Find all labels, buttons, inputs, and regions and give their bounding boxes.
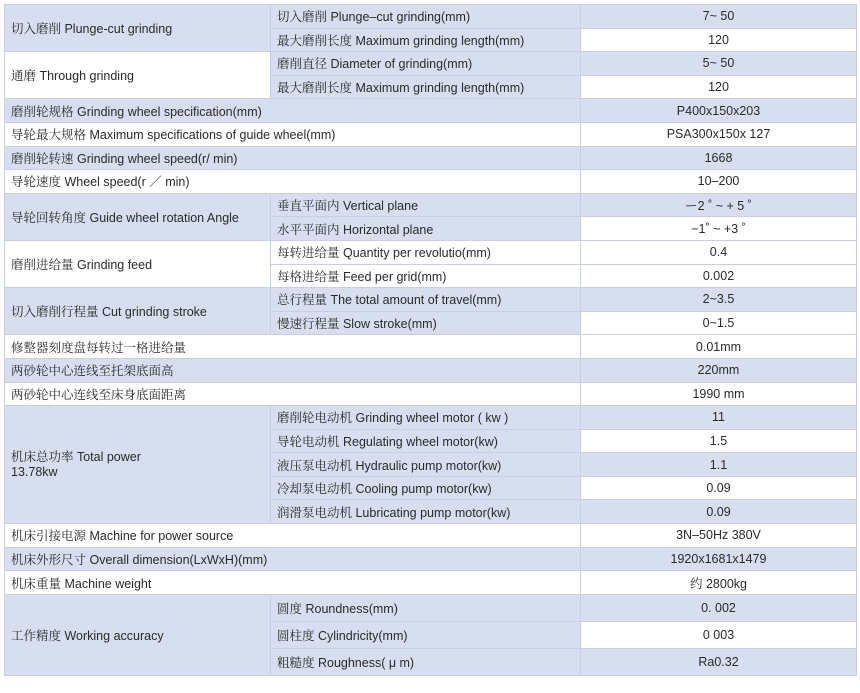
row-value: 0.09 [581, 476, 857, 500]
row-value: 2~3.5 [581, 288, 857, 312]
row-label: 机床引接电源 Machine for power source [5, 524, 581, 548]
row-sublabel: 总行程量 The total amount of travel(mm) [271, 288, 581, 312]
row-label [5, 406, 271, 524]
row-label: 导轮回转角度 Guide wheel rotation Angle [5, 193, 271, 240]
row-value: 11 [581, 406, 857, 430]
row-sublabel: 圆度 Roundness(mm) [271, 594, 581, 621]
table-row [5, 288, 857, 312]
row-label: 机床外形尺寸 Overall dimension(LxWxH)(mm) [5, 547, 581, 571]
row-value: 120 [581, 75, 857, 99]
table-row [5, 382, 857, 406]
row-value: 1990 mm [581, 382, 857, 406]
table-row [5, 358, 857, 382]
row-value: 7~ 50 [581, 5, 857, 29]
row-label: 磨削轮转速 Grinding wheel speed(r/ min) [5, 146, 581, 170]
row-label: 通磨 Through grinding [5, 52, 271, 99]
row-value: 0. 002 [581, 594, 857, 621]
row-value: 0.09 [581, 500, 857, 524]
row-sublabel: 垂直平面内 Vertical plane [271, 193, 581, 217]
row-value: 约 2800kg [581, 571, 857, 595]
row-value: 0.01mm [581, 335, 857, 359]
row-value: 120 [581, 28, 857, 52]
row-value: 10–200 [581, 170, 857, 194]
row-label: 工作精度 Working accuracy [5, 594, 271, 675]
row-value: 0.002 [581, 264, 857, 288]
table-row [5, 99, 857, 123]
row-label: 切入磨削 Plunge-cut grinding [5, 5, 271, 52]
row-sublabel: 磨削直径 Diameter of grinding(mm) [271, 52, 581, 76]
row-value: −1˚ ~ +3 ˚ [581, 217, 857, 241]
row-label: 导轮最大规格 Maximum specifications of guide wheel(mm) [5, 122, 581, 146]
row-value: ー2 ˚ ~ + 5 ˚ [581, 193, 857, 217]
row-sublabel: 导轮电动机 Regulating wheel motor(kw) [271, 429, 581, 453]
row-sublabel: 慢速行程量 Slow stroke(mm) [271, 311, 581, 335]
row-value: 1.1 [581, 453, 857, 477]
table-row [5, 5, 857, 29]
row-value: PSA300x150x 127 [581, 122, 857, 146]
table-row [5, 122, 857, 146]
row-label: 磨削进给量 Grinding feed [5, 240, 271, 287]
row-sublabel: 圆柱度 Cylindricity(mm) [271, 621, 581, 648]
table-row [5, 52, 857, 76]
row-value: 0~1.5 [581, 311, 857, 335]
row-value: 5~ 50 [581, 52, 857, 76]
spec-table [4, 4, 857, 676]
power-label: 机床总功率 Total power [11, 449, 141, 464]
row-sublabel: 切入磨削 Plunge–cut grinding(mm) [271, 5, 581, 29]
table-row [5, 547, 857, 571]
row-label: 修整器刻度盘每转过一格进给量 [5, 335, 581, 359]
row-sublabel: 最大磨削长度 Maximum grinding length(mm) [271, 28, 581, 52]
row-value: P400x150x203 [581, 99, 857, 123]
table-row [5, 170, 857, 194]
row-value: 220mm [581, 358, 857, 382]
row-sublabel: 冷却泵电动机 Cooling pump motor(kw) [271, 476, 581, 500]
table-row [5, 335, 857, 359]
row-label: 两砂轮中心连线至床身底面距离 [5, 382, 581, 406]
row-label: 导轮速度 Wheel speed(r ／ min) [5, 170, 581, 194]
table-row [5, 193, 857, 217]
table-row [5, 240, 857, 264]
row-value: 1.5 [581, 429, 857, 453]
row-sublabel: 液压泵电动机 Hydraulic pump motor(kw) [271, 453, 581, 477]
row-value: 1920x1681x1479 [581, 547, 857, 571]
row-label: 磨削轮规格 Grinding wheel specification(mm) [5, 99, 581, 123]
table-row [5, 594, 857, 621]
row-sublabel: 水平平面内 Horizontal plane [271, 217, 581, 241]
power-total: 13.78kw [11, 464, 58, 479]
table-row [5, 146, 857, 170]
table-row [5, 406, 857, 430]
row-sublabel: 每格进给量 Feed per grid(mm) [271, 264, 581, 288]
row-value: 1668 [581, 146, 857, 170]
table-row [5, 571, 857, 595]
row-label: 机床重量 Machine weight [5, 571, 581, 595]
row-sublabel: 最大磨削长度 Maximum grinding length(mm) [271, 75, 581, 99]
row-value: 3N–50Hz 380V [581, 524, 857, 548]
row-value: 0.4 [581, 240, 857, 264]
row-sublabel: 润滑泵电动机 Lubricating pump motor(kw) [271, 500, 581, 524]
table-row [5, 524, 857, 548]
row-value: Ra0.32 [581, 648, 857, 675]
row-sublabel: 磨削轮电动机 Grinding wheel motor ( kw ) [271, 406, 581, 430]
row-sublabel: 粗糙度 Roughness( μ m) [271, 648, 581, 675]
row-label: 切入磨削行程量 Cut grinding stroke [5, 288, 271, 335]
row-value: 0 003 [581, 621, 857, 648]
row-sublabel: 每转进给量 Quantity per revolutio(mm) [271, 240, 581, 264]
row-label: 两砂轮中心连线至托架底面高 [5, 358, 581, 382]
